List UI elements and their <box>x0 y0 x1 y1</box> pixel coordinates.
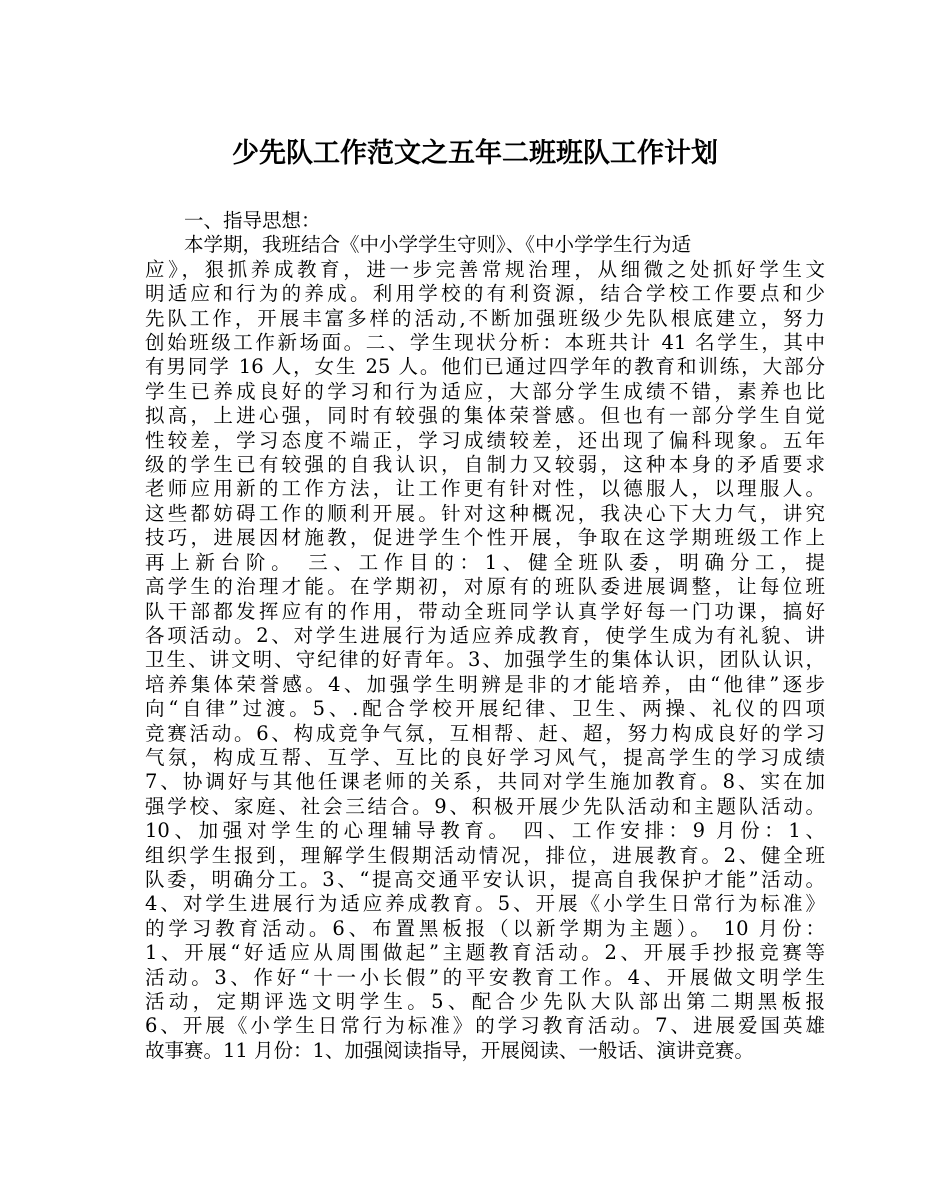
body-line: 一、指导思想： <box>184 209 321 232</box>
body-line: 创始班级工作新场面。二、学生现状分析：本班共计 41 名学生，其中 <box>145 331 825 355</box>
body-line: 有男同学 16 人，女生 25 人。他们已通过四学年的教育和训练，大部分 <box>145 355 825 379</box>
body-line: 先队工作，开展丰富多样的活动,不断加强班级少先队根底建立，努力 <box>145 306 825 330</box>
body-line: 老师应用新的工作方法，让工作更有针对性，以德服人，以理服人。 <box>145 477 825 501</box>
body-line: 竞赛活动。6、构成竞争气氛，互相帮、赶、超，努力构成良好的学习 <box>145 721 825 745</box>
body-line: 高学生的治理才能。在学期初，对原有的班队委进展调整，让每位班 <box>145 575 825 599</box>
body-line: 各项活动。2、对学生进展行为适应养成教育，使学生成为有礼貌、讲 <box>145 623 825 647</box>
body-line: 4、对学生进展行为适应养成教育。5、开展《小学生日常行为标准》 <box>145 892 825 916</box>
body-line: 组织学生报到，理解学生假期活动情况，排位，进展教育。2、健全班 <box>145 843 825 867</box>
body-line: 10、加强对学生的心理辅导教育。 四、工作安排：9 月份：1、 <box>145 819 825 843</box>
body-line: 拟高，上进心强，同时有较强的集体荣誉感。但也有一部分学生自觉 <box>145 404 825 428</box>
body-line: 故事赛。11 月份：1、加强阅读指导，开展阅读、一般话、演讲竞赛。 <box>145 1038 754 1062</box>
body-line: 活动，定期评选文明学生。5、配合少先队大队部出第二期黑板报 <box>145 990 825 1013</box>
body-line: 学生已养成良好的学习和行为适应，大部分学生成绩不错，素养也比 <box>145 379 825 403</box>
body-line: 技巧，进展因材施教，促进学生个性开展，争取在这学期班级工作上 <box>145 526 825 550</box>
body-line: 本学期，我班结合《中小学学生守则》、《中小学学生行为适 <box>184 233 692 257</box>
body-line: 队委，明确分工。3、“提高交通平安认识，提高自我保护才能”活动。 <box>145 867 825 891</box>
body-line: 气氛，构成互帮、互学、互比的良好学习风气，提高学生的学习成绩 <box>145 745 825 769</box>
body-line: 6、开展《小学生日常行为标准》的学习教育活动。7、进展爱国英雄 <box>145 1014 825 1038</box>
body-line: 再上新台阶。 三、工作目的：1、健全班队委，明确分工，提 <box>145 550 825 574</box>
body-line: 向“自律”过渡。5、.配合学校开展纪律、卫生、两操、礼仪的四项 <box>145 697 825 721</box>
body-line: 7、协调好与其他任课老师的关系，共同对学生施加教育。8、实在加 <box>145 770 825 794</box>
body-line: 卫生、讲文明、守纪律的好青年。3、加强学生的集体认识，团队认识， <box>145 648 825 672</box>
body-line: 1、开展“好适应从周围做起”主题教育活动。2、开展手抄报竞赛等 <box>145 941 825 965</box>
body-line: 应》，狠抓养成教育，进一步完善常规治理，从细微之处抓好学生文 <box>145 257 825 281</box>
body-line: 强学校、家庭、社会三结合。9、积极开展少先队活动和主题队活动。 <box>145 794 825 818</box>
body-line: 级的学生已有较强的自我认识，自制力又较弱，这种本身的矛盾要求 <box>145 453 825 477</box>
body-line: 队干部都发挥应有的作用，带动全班同学认真学好每一门功课，搞好 <box>145 599 825 623</box>
document-body <box>145 209 825 1063</box>
document-title: 少先队工作范文之五年二班班队工作计划 <box>232 138 718 169</box>
body-line: 活动。3、作好“十一小长假”的平安教育工作。4、开展做文明学生 <box>145 965 825 989</box>
body-line: 这些都妨碍工作的顺利开展。针对这种概况，我决心下大力气，讲究 <box>145 501 825 525</box>
body-line: 性较差，学习态度不端正，学习成绩较差，还出现了偏科现象。五年 <box>145 428 825 452</box>
body-line: 培养集体荣誉感。4、加强学生明辨是非的才能培养，由“他律”逐步 <box>145 672 825 696</box>
body-line: 明适应和行为的养成。利用学校的有利资源，结合学校工作要点和少 <box>145 282 825 306</box>
body-line: 的学习教育活动。6、布置黑板报（以新学期为主题）。 10 月份： <box>145 916 825 940</box>
